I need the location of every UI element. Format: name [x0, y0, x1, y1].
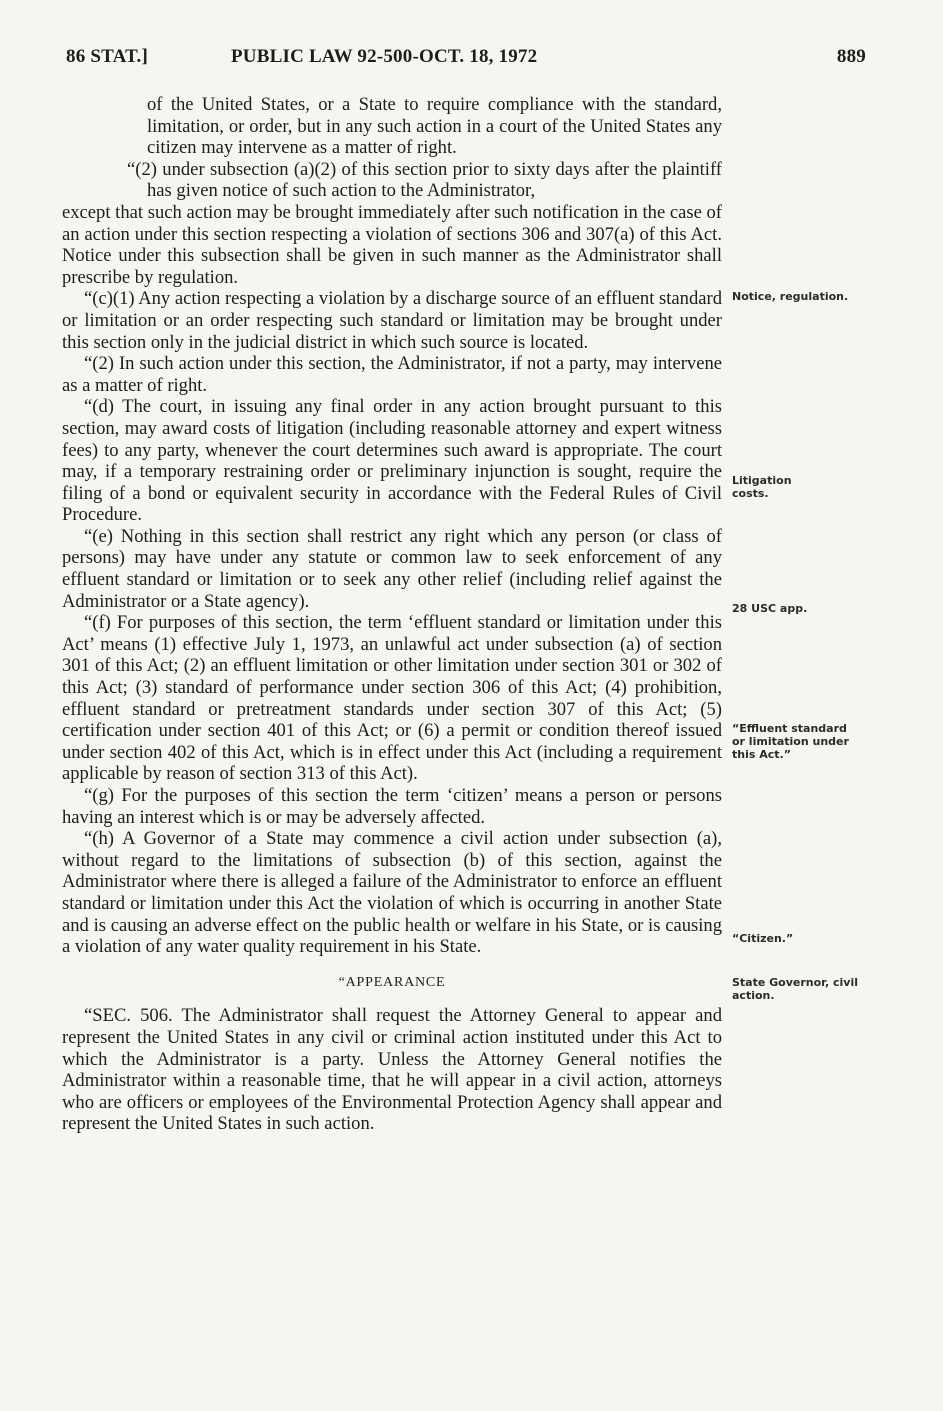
margin-note-citizen: “Citizen.”	[732, 932, 794, 945]
paragraph-exception: except that such action may be brought immediately after such notification in the case of an action under this section respecting a violation of sections 306 and 307(a) of this Act. Notice under this subsection shall be given in such manner as the Administrator shall prescribe by regulation.	[62, 201, 722, 288]
header-title: PUBLIC LAW 92-500-OCT. 18, 1972	[231, 46, 538, 67]
margin-note-governor: State Governor, civil action.	[732, 976, 859, 1002]
margin-note-effluent: “Effluent standard or limitation under this Act.”	[732, 722, 849, 761]
paragraph-d: “(d) The court, in issuing any final order in any action brought pursuant to this section, may award costs of litigation (including reasonable attorney and expert witness fees) to any party, whenever the court determines such award is appropriate. The court may, if a temporary restraining order or preliminary injunction is sought, require the filing of a bond or equivalent security in accordance with the Federal Rules of Civil Procedure.	[62, 396, 722, 526]
paragraph-e: “(e) Nothing in this section shall restrict any right which any person (or class of persons) may have under any statute or common law to seek enforcement of any effluent standard or limitation or to seek any other relief (including relief against the Administrator or a State agency).	[62, 525, 722, 612]
running-header	[66, 46, 866, 72]
header-page-number: 889	[836, 46, 866, 67]
margin-note-notice: Notice, regulation.	[732, 290, 849, 303]
margin-note-usc: 28 USC app.	[732, 602, 808, 615]
paragraph-sec-506: “SEC. 506. The Administrator shall request the Attorney General to appear and represent the United States in any civil or criminal action instituted under this Act to which the Administrator is a party. Unless the Attorney General notifies the Administrator within a reasonable time, that he will appear in a civil action, attorneys who are officers or employees of the Environmental Protection Agency shall appear and represent the United States in such action.	[62, 1005, 722, 1135]
paragraph-g: “(g) For the purposes of this section the term ‘citizen’ means a person or persons having an interest which is or may be adversely affected.	[62, 785, 722, 828]
section-heading-appearance: “APPEARANCE	[338, 974, 446, 990]
paragraph-continuation: of the United States, or a State to require compliance with the standard, limitation, or order, but in any such action in a court of the United States any citizen may intervene as a matter of right.	[147, 94, 722, 159]
paragraph-h: “(h) A Governor of a State may commence a civil action under subsection (a), without regard to the limitations of subsection (b) of this section, against the Administrator where there is alleged a failure of the Administrator to enforce an effluent standard or limitation under this Act the violation of which is occurring in another State and is causing an adverse effect on the public health or welfare in his State, or is causing a violation of any water quality requirement in his State.	[62, 828, 722, 958]
paragraph-c1: “(c)(1) Any action respecting a violation by a discharge source of an effluent standard or limitation or an order respecting such standard or limitation may be brought under this section only in the judicial district in which such source is located.	[62, 288, 722, 353]
paragraph-subsection-a2: “(2) under subsection (a)(2) of this section prior to sixty days after the plaintiff has given notice of such action to the Administrator,	[127, 158, 722, 202]
paragraph-f: “(f) For purposes of this section, the term ‘effluent standard or limitation under this Act’ means (1) effective July 1, 1973, an unlawful act under subsection (a) of section 301 of this Act; (2) an effluent limitation or other limitation under section 301 or 302 of this Act; (3) standard of performance under section 306 of this Act; (4) prohibition, effluent standard or pretreatment standards under section 307 of this Act; (5) certification under section 401 of this Act; or (6) a permit or condition thereof issued under section 402 of this Act, which is in effect under this Act (including a requirement applicable by reason of section 313 of this Act).	[62, 612, 722, 785]
margin-note-litigation: Litigation costs.	[732, 474, 792, 500]
paragraph-c2: “(2) In such action under this section, the Administrator, if not a party, may intervene as a matter of right.	[62, 353, 722, 396]
body-text	[62, 94, 722, 1135]
header-volume: 86 STAT.]	[66, 46, 149, 67]
